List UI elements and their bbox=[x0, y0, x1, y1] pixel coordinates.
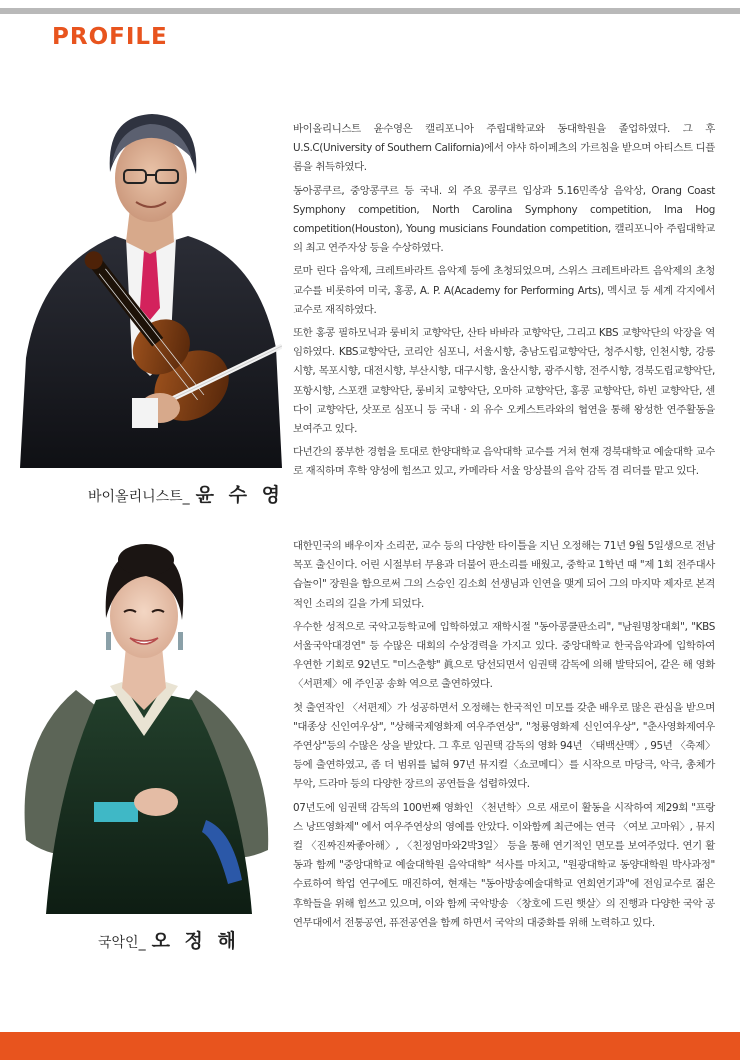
profile-caption-singer bbox=[98, 926, 240, 953]
role-label: 국악인_ bbox=[98, 935, 146, 951]
bio-paragraph: 바이올리니스트 윤수영은 캘리포니아 주립대학교와 동대학원을 졸업하였다. 그 후 U.S.C(University of Southern California)에서 야샤 하이페츠의 가르침을 받으며 아티스트 디플롬을 취득하였다. bbox=[293, 123, 715, 174]
person-name: 오 정 해 bbox=[151, 930, 240, 952]
footer-bar bbox=[0, 1032, 740, 1060]
bio-paragraph: 대한민국의 배우이자 소리꾼, 교수 등의 다양한 타이틀을 지닌 오정해는 71년 9월 5일생으로 전남 목포 출신이다. 어린 시절부터 무용과 더불어 판소리를 배웠고, 중학교 1학년 때 "제 1회 전주대사습놀이" 장원을 함으로써 그의 스승인 김소희 선생님과 인연을 맺게 되어 그의 마지막 제자로 본격적인 소리의 길을 가게 되었다. bbox=[293, 540, 715, 610]
role-label: 바이올리니스트_ bbox=[88, 489, 190, 505]
profile-caption-violinist bbox=[88, 480, 284, 507]
bio-paragraph: 로마 린다 음악제, 크레트바라트 음악제 등에 초청되었으며, 스위스 크레트바라트 음악제의 초청교수를 비롯하여 미국, 홍콩, A. P. A(Academy for Performing Arts), 멕시코 등 세계 각지에서 교수로 재직하였다. bbox=[293, 265, 715, 316]
violinist-portrait-icon bbox=[20, 108, 282, 468]
violinist-bio bbox=[293, 120, 715, 486]
bio-paragraph: 동아콩쿠르, 중앙콩쿠르 등 국내. 외 주요 콩쿠르 입상과 5.16민족상 음악상, Orang Coast Symphony competition, North Carolina Symphony competition, Ima Hog competition(Houston), Young musicians Foundation competition, 캘리포니아 주립대학교의 최고 연주자상 등을 수상하였다. bbox=[293, 184, 715, 255]
bio-paragraph: 또한 홍콩 필하모닉과 룽비치 교향악단, 산타 바바라 교향악단, 그리고 KBS 교향악단의 악장을 역임하였다. KBS교향악단, 코리안 심포니, 서울시향, 충남도립교향악단, 청주시향, 인천시향, 강릉시향, 목포시향, 대전시향, 부산시향, 대구시향, 울산시향, 광주시향, 전주시향, 경북도립교향악단, 포항시향, 스포캔 교향악단, 룽비치 교향악단, 오마하 교향악단, 홍콩 교향악단, 하빈 교향악단, 센다이 교향악단, 삿포로 심포니 등 국내 · 외 유수 오케스트라와의 협연을 통해 왕성한 연주활동을 보여주고 있다. bbox=[293, 327, 715, 436]
page-title: PROFILE bbox=[52, 24, 168, 50]
bio-paragraph: 07년도에 임권택 감독의 100번째 영화인 〈천년학〉으로 새로이 활동을 시작하여 제29회 "프랑스 낭뜨영화제" 에서 여우주연상의 영예를 안았다. 이와함께 최근에는 연극 〈여보 고마워〉, 뮤지컬 〈진짜진짜좋아해〉, 〈친정엄마와2박3일〉 등을 통해 연기적인 면모를 보여주었다. 연기 활동과 함께 "중앙대학교 예술대학원 음악대학" 석사를 마치고, "원광대학교 동양대학원 박사과정" 수료하여 학업 연구에도 매진하여, 현재는 "동아방송예술대학교 연희연기과"에 전임교수로 젊은 후학들을 위해 힘쓰고 있으며, 이와 함께 국악방송 〈창호에 드린 햇살〉의 진행과 다양한 국악 공연무대에서 전통공연, 퓨전공연을 함께 하면서 국악의 대중화를 위해 노력하고 있다. bbox=[293, 801, 715, 929]
gugak-singer-portrait-icon bbox=[6, 540, 282, 914]
bio-paragraph: 첫 출연작인 〈서편제〉가 성공하면서 오정해는 한국적인 미모를 갖춘 배우로 많은 관심을 받으며 "대종상 신인여우상", "상해국제영화제 여우주연상", "청룡영화제 신인여우상", "춘사영화제여우주연상"등의 수많은 상을 받았다. 그 후로 임권택 감독의 영화 94년 〈태백산맥〉, 95년 〈축제〉 등에 출연하였고, 좀 더 범위를 넓혀 97년 뮤지컬〈쇼코메디〉를 시작으로 마당극, 악극, 총체가무악, 드라마 등의 다양한 장르의 공연들을 섭렵하였다. bbox=[293, 701, 715, 791]
person-name: 윤 수 영 bbox=[195, 484, 284, 506]
singer-bio bbox=[293, 537, 715, 937]
bio-paragraph: 우수한 성적으로 국악고등학교에 입학하였고 재학시절 "동아콩쿨판소리", "남원명창대회", "KBS서울국악대경연" 등 수많은 대회의 수상경력을 가지고 있다. 중앙대학교 한국음악과에 입학하여 우연한 기회로 92년도 "미스춘향" 眞으로 당선되면서 임권택 감독에 의해 발탁되어, 같은 해 영화 〈서편제〉에 주인공 송화 역으로 출연하였다. bbox=[293, 620, 715, 691]
bio-paragraph: 다년간의 풍부한 경험을 토대로 한양대학교 음악대학 교수를 거쳐 현재 경북대학교 예술대학 교수로 재직하며 후학 양성에 힘쓰고 있고, 카메라타 서울 앙상블의 음악 감독 겸 리더를 맡고 있다. bbox=[293, 446, 715, 478]
top-divider bbox=[0, 8, 740, 14]
